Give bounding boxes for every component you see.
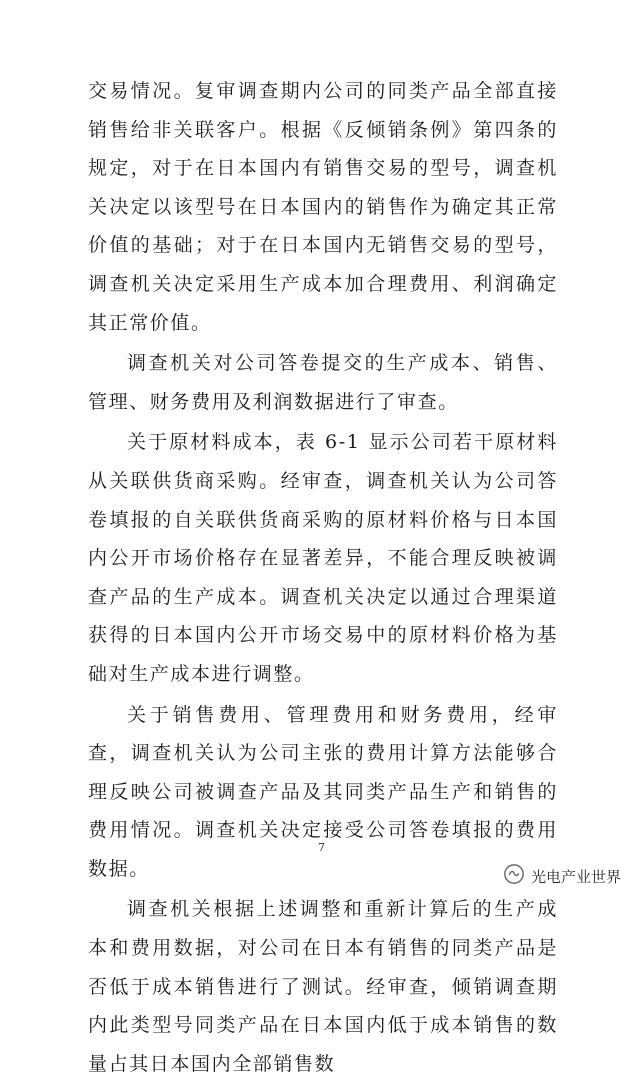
page-number: 7 bbox=[318, 841, 325, 854]
paragraph-1: 交易情况。复审调查期内公司的同类产品全部直接销售给非关联客户。根据《反倾销条例》第四条的规定，对于在日本国内有销售交易的型号，调查机关决定以该型号在日本国内的销售作为确定其正常价值的基础；对于在日本国内无销售交易的型号，调查机关决定采用生产成本加合理费用、利润确定其正常价值。 bbox=[88, 80, 558, 334]
paragraph-3: 关于原材料成本，表 6-1 显示公司若干原材料从关联供货商采购。经审查，调查机关认为公司答卷填报的自关联供货商采购的原材料价格与日本国内公开市场价格存在显著差异，不能合理反映被调查产品的生产成本。调查机关决定以通过合理渠道获得的日本国内公开市场交易中的原材料价格为基础对生产成本进行调整。 bbox=[88, 431, 558, 685]
watermark-text: 光电产业世界 bbox=[530, 867, 621, 886]
watermark bbox=[503, 863, 621, 889]
paragraph-4: 关于销售费用、管理费用和财务费用，经审查，调查机关认为公司主张的费用计算方法能够合理反映公司被调查产品及其同类产品生产和销售的费用情况。调查机关决定接受公司答卷填报的费用数据。 bbox=[88, 703, 558, 880]
paragraph-2: 调查机关对公司答卷提交的生产成本、销售、管理、财务费用及利润数据进行了审查。 bbox=[88, 352, 558, 413]
paragraph-5: 调查机关根据上述调整和重新计算后的生产成本和费用数据，对公司在日本有销售的同类产品是否低于成本销售进行了测试。经审查，倾销调查期内此类型号同类产品在日本国内低于成本销售的数量占其日本国内全部销售数 bbox=[88, 898, 558, 1075]
wechat-channel-icon bbox=[503, 863, 525, 889]
document-body bbox=[88, 72, 558, 1085]
